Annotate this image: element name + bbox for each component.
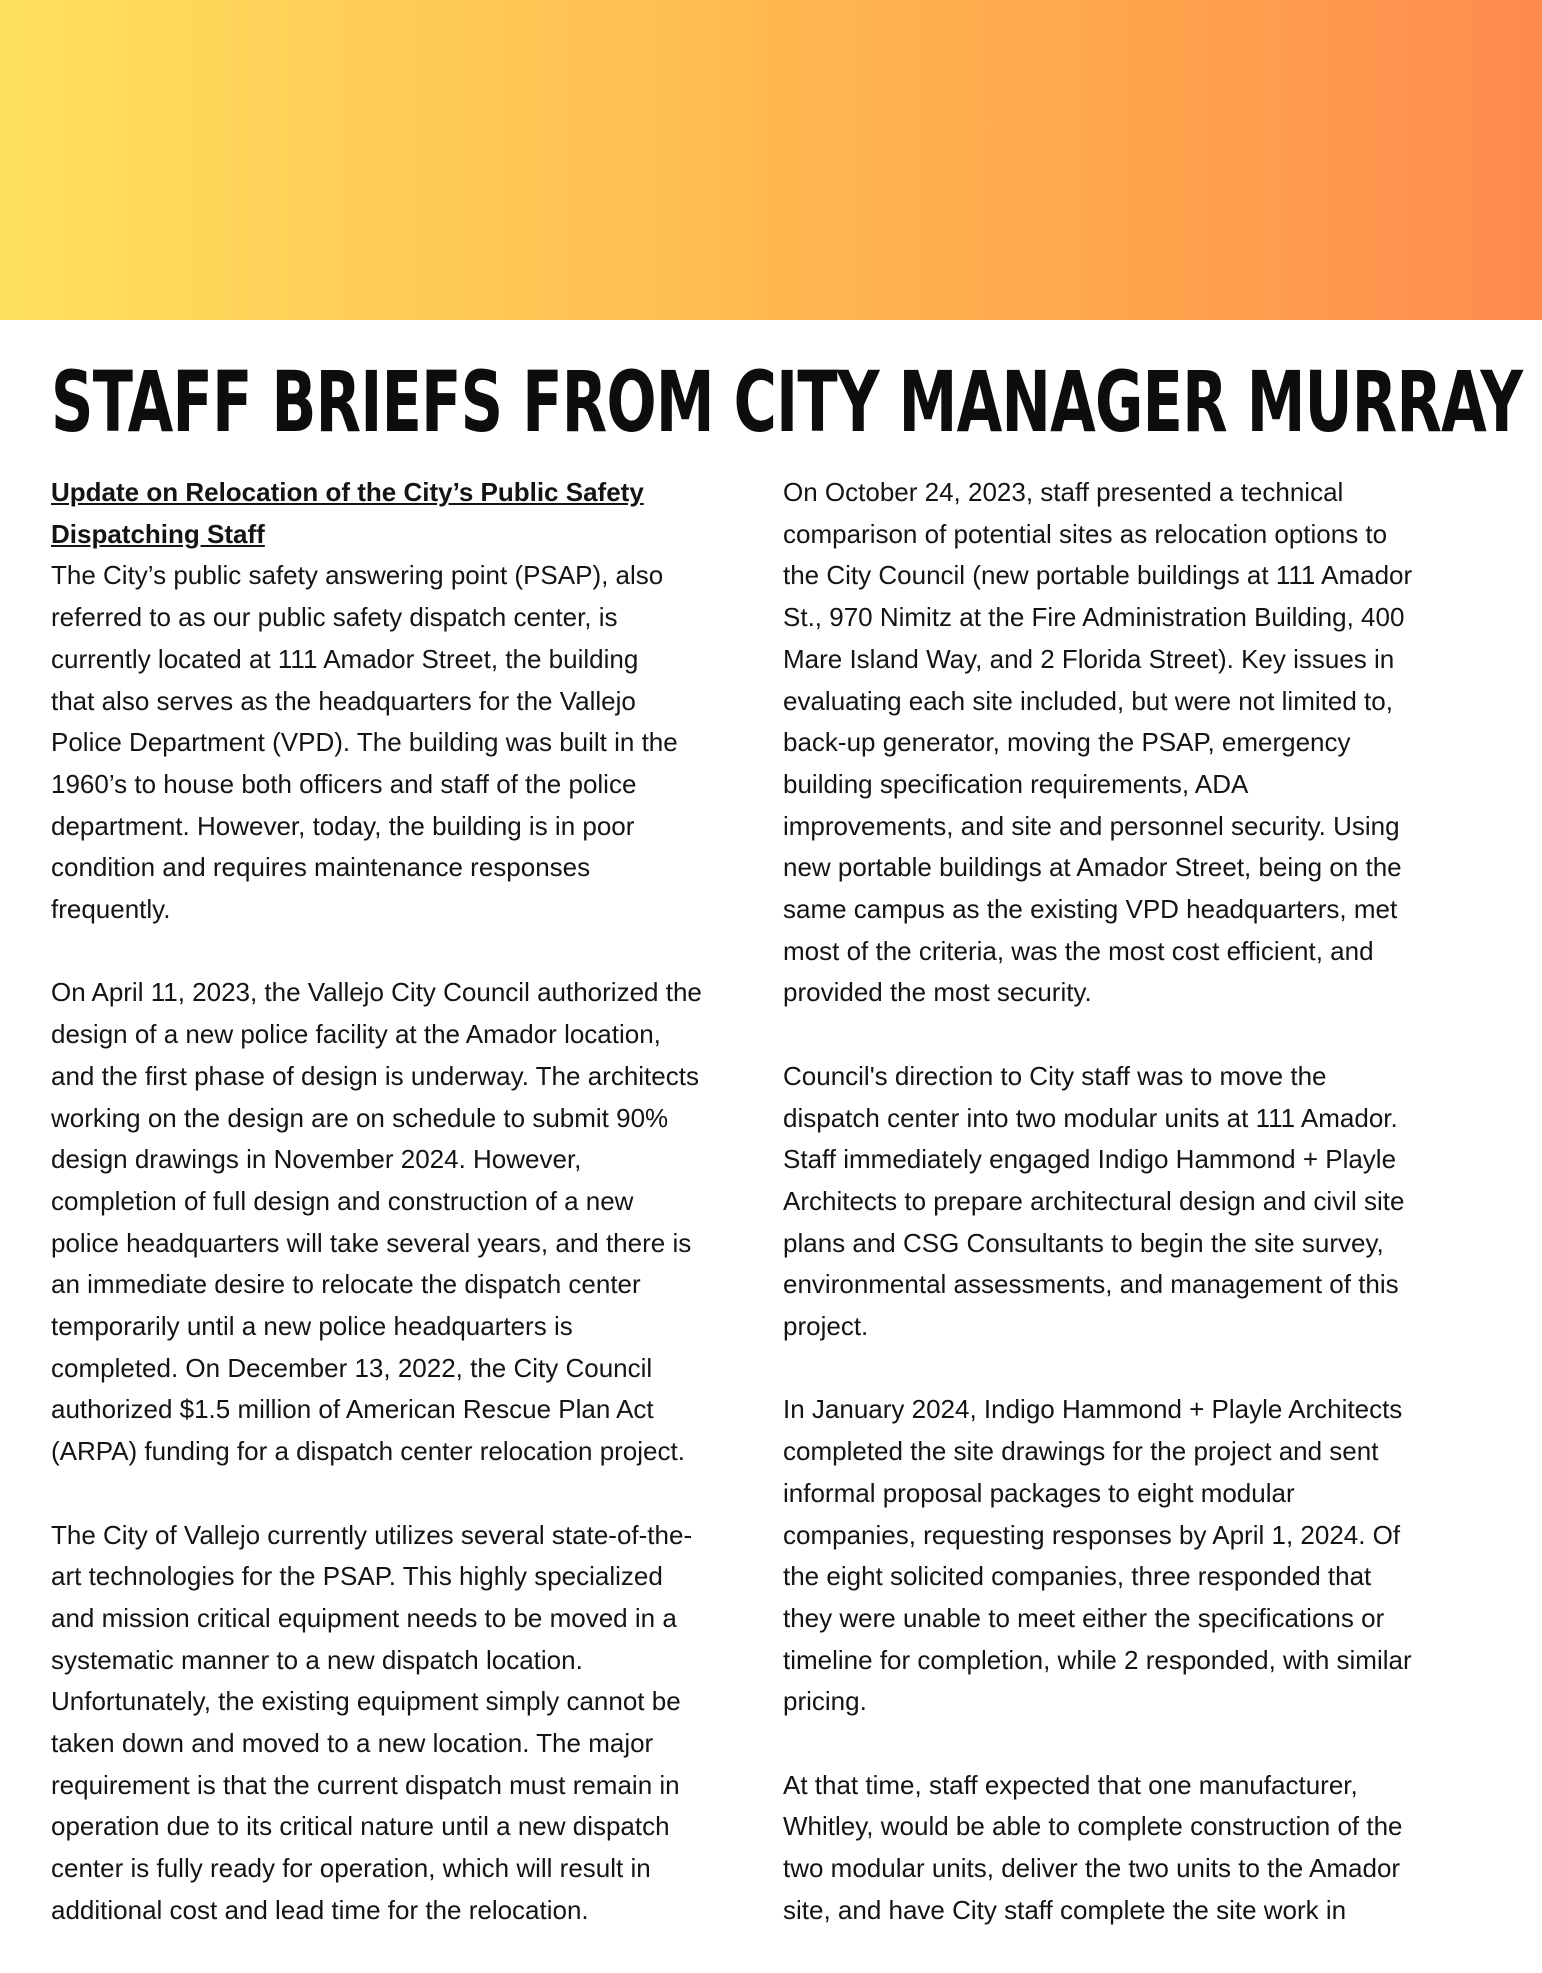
text-line: On October 24, 2023, staff presented a technical: [783, 477, 1344, 507]
text-line: currently located at 111 Amador Street, the building: [51, 643, 639, 674]
article-heading: [51, 472, 771, 555]
text-line: Whitley, would be able to complete construction of the: [783, 1811, 1403, 1842]
paragraph-proposal-packages: [783, 1389, 1513, 1723]
text-line: Architects to prepare architectural design and civil site: [783, 1185, 1405, 1216]
text-line: Staff immediately engaged Indigo Hammond + Playle: [783, 1144, 1397, 1175]
text-line: dispatch center into two modular units at 111 Amador.: [783, 1102, 1398, 1133]
paragraph-manufacturer: [783, 1765, 1513, 1932]
text-line: systematic manner to a new dispatch location.: [51, 1644, 583, 1675]
heading-line: Update on Relocation of the City’s Public Safety: [51, 477, 644, 507]
text-line: most of the criteria, was the most cost efficient, and: [783, 935, 1374, 966]
text-line: two modular units, deliver the two units to the Amador: [783, 1853, 1401, 1884]
text-line: environmental assessments, and management of this: [783, 1269, 1399, 1300]
text-line: condition and requires maintenance responses: [51, 852, 591, 883]
text-line: back-up generator, moving the PSAP, emergency: [783, 727, 1351, 758]
text-line: authorized $1.5 million of American Rescue Plan Act: [51, 1394, 654, 1425]
text-line: working on the design are on schedule to submit 90%: [51, 1102, 669, 1133]
text-line: comparison of potential sites as relocation options to: [783, 518, 1388, 549]
text-line: additional cost and lead time for the relocation.: [51, 1894, 589, 1925]
text-line: companies, requesting responses by April 1, 2024. Of: [783, 1519, 1401, 1550]
text-line: completed the site drawings for the project and sent: [783, 1436, 1379, 1467]
text-line: the City Council (new portable buildings at 111 Amador: [783, 560, 1413, 591]
text-line: The City of Vallejo currently utilizes several state-of-the-: [51, 1519, 693, 1550]
text-line: provided the most security.: [783, 977, 1092, 1008]
text-line: site, and have City staff complete the site work in: [783, 1894, 1347, 1925]
text-line: art technologies for the PSAP. This highly specialized: [51, 1561, 663, 1592]
paragraph-council-direction: [783, 1056, 1513, 1348]
text-line: temporarily until a new police headquarters is: [51, 1311, 573, 1342]
text-line: Mare Island Way, and 2 Florida Street). Key issues in: [783, 643, 1395, 674]
right-column: [783, 472, 1513, 1973]
text-line: design of a new police facility at the Amador location,: [51, 1019, 661, 1050]
text-line: same campus as the existing VPD headquarters, met: [783, 894, 1398, 925]
text-line: 1960’s to house both officers and staff of the police: [51, 768, 637, 799]
text-line: frequently.: [51, 894, 171, 925]
text-line: On April 11, 2023, the Vallejo City Council authorized the: [51, 977, 702, 1008]
text-line: evaluating each site included, but were not limited to,: [783, 685, 1393, 716]
text-line: (ARPA) funding for a dispatch center relocation project.: [51, 1436, 685, 1467]
text-line: pricing.: [783, 1686, 867, 1717]
text-line: police headquarters will take several years, and there is: [51, 1227, 692, 1258]
text-line: improvements, and site and personnel security. Using: [783, 810, 1400, 841]
text-line: project.: [783, 1311, 869, 1342]
text-line: The City’s public safety answering point (PSAP), also: [51, 560, 664, 591]
text-line: operation due to its critical nature until a new dispatch: [51, 1811, 670, 1842]
page-title: STAFF BRIEFS FROM CITY MANAGER MURRAY: [51, 353, 1523, 451]
text-line: In January 2024, Indigo Hammond + Playle Architects: [783, 1394, 1403, 1425]
text-line: that also serves as the headquarters for the Vallejo: [51, 685, 636, 716]
text-line: building specification requirements, ADA: [783, 768, 1249, 799]
text-line: center is fully ready for operation, which will result in: [51, 1853, 651, 1884]
text-line: timeline for completion, while 2 responded, with similar: [783, 1644, 1412, 1675]
text-line: design drawings in November 2024. However,: [51, 1144, 582, 1175]
text-line: requirement is that the current dispatch must remain in: [51, 1769, 680, 1800]
paragraph-psap-location: [51, 555, 771, 930]
text-line: an immediate desire to relocate the dispatch center: [51, 1269, 641, 1300]
text-line: completion of full design and construction of a new: [51, 1185, 634, 1216]
text-line: new portable buildings at Amador Street, being on the: [783, 852, 1402, 883]
paragraph-police-facility-design: [51, 972, 771, 1472]
left-column: [51, 472, 771, 1973]
text-line: the eight solicited companies, three responded that: [783, 1561, 1372, 1592]
heading-line: Dispatching Staff: [51, 518, 265, 549]
paragraph-site-comparison: [783, 472, 1513, 1014]
text-line: plans and CSG Consultants to begin the site survey,: [783, 1227, 1384, 1258]
text-line: Police Department (VPD). The building was built in the: [51, 727, 678, 758]
text-line: and the first phase of design is underway. The architects: [51, 1060, 699, 1091]
text-line: department. However, today, the building is in poor: [51, 810, 635, 841]
text-line: At that time, staff expected that one manufacturer,: [783, 1769, 1358, 1800]
text-line: and mission critical equipment needs to be moved in a: [51, 1602, 677, 1633]
header-banner: [0, 0, 1542, 320]
text-line: they were unable to meet either the specifications or: [783, 1602, 1385, 1633]
text-line: referred to as our public safety dispatch center, is: [51, 602, 618, 633]
text-line: taken down and moved to a new location. The major: [51, 1728, 654, 1759]
text-line: Council's direction to City staff was to move the: [783, 1060, 1327, 1091]
text-line: completed. On December 13, 2022, the City Council: [51, 1352, 653, 1383]
paragraph-psap-technology: [51, 1515, 771, 1932]
text-line: Unfortunately, the existing equipment simply cannot be: [51, 1686, 681, 1717]
text-line: St., 970 Nimitz at the Fire Administration Building, 400: [783, 602, 1405, 633]
text-line: informal proposal packages to eight modular: [783, 1477, 1295, 1508]
